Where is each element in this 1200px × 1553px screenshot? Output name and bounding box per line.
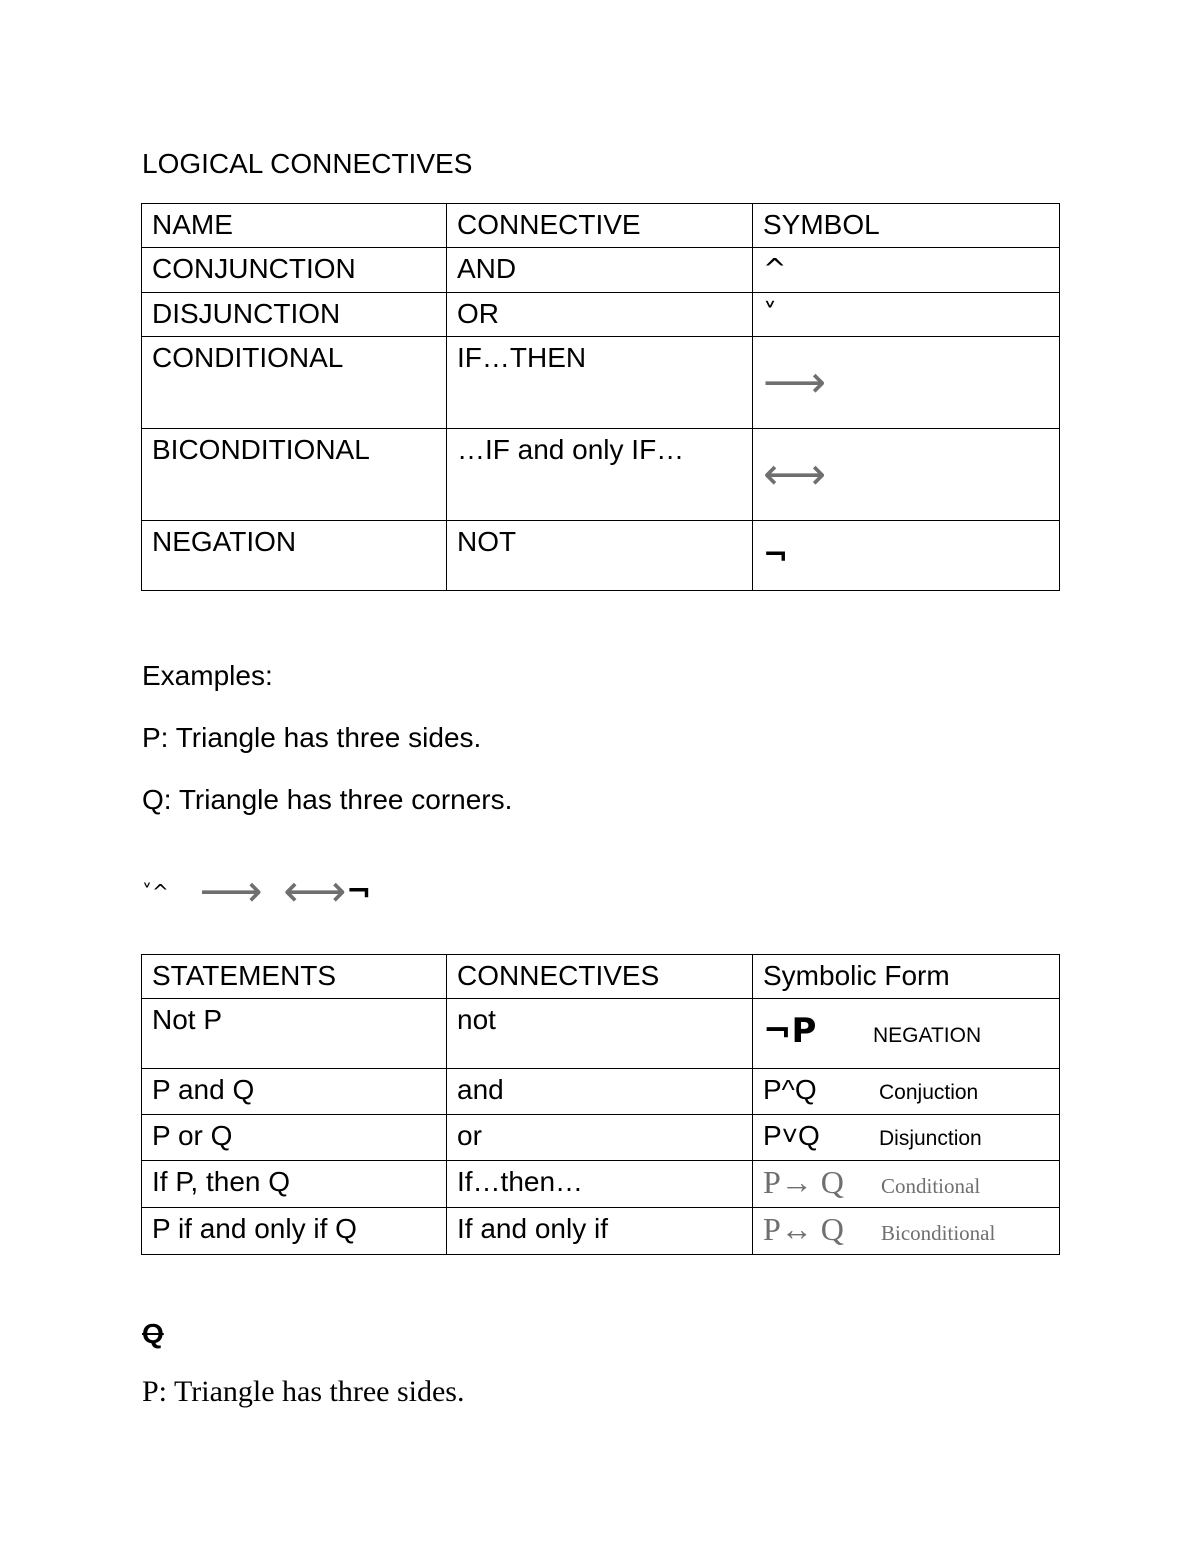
conjunction-symbol: ^ — [763, 252, 787, 285]
biconditional-arrow-icon: ⟷ — [763, 448, 827, 500]
row-name: NEGATION — [142, 521, 447, 591]
page-title: LOGICAL CONNECTIVES — [142, 148, 473, 179]
row-connective: and — [447, 1069, 753, 1115]
row-statement: P and Q — [142, 1069, 447, 1115]
row-statement: P if and only if Q — [142, 1208, 447, 1255]
row-symbol — [753, 248, 1060, 293]
row-symbol — [753, 337, 1060, 429]
row-name: CONDITIONAL — [142, 337, 447, 429]
struck-q: Q — [142, 1318, 164, 1349]
row-symbol — [753, 521, 1060, 591]
row-statement: P or Q — [142, 1115, 447, 1161]
symbolic-form: P^Q — [763, 1074, 817, 1105]
form-label: Disjunction — [879, 1127, 982, 1150]
row-connective: If…then… — [447, 1161, 753, 1208]
table-row — [142, 999, 1060, 1069]
header-statements: STATEMENTS — [142, 955, 447, 999]
table-header-row — [142, 204, 1060, 248]
table-row — [142, 429, 1060, 521]
example-q: Q: Triangle has three corners. — [142, 784, 513, 815]
row-symbol — [753, 429, 1060, 521]
example-p: P: Triangle has three sides. — [142, 722, 482, 753]
negation-symbol: ¬ — [346, 874, 372, 910]
row-symbol — [753, 293, 1060, 337]
connectives-table — [141, 203, 1060, 591]
symbolic-form: ¬P — [763, 1011, 817, 1051]
header-connectives: CONNECTIVES — [447, 955, 753, 999]
table-row — [142, 1069, 1060, 1115]
conditional-arrow-icon: ⟶ — [199, 866, 263, 917]
footer-p-line: P: Triangle has three sides. — [142, 1375, 465, 1408]
examples-heading: Examples: — [142, 660, 273, 691]
row-connective: …IF and only IF… — [447, 429, 753, 521]
biconditional-arrow-icon: ⟷ — [283, 866, 347, 917]
disjunction-symbol: ˅ — [763, 297, 777, 330]
row-form — [753, 1208, 1060, 1255]
symbolic-form: P→ Q — [763, 1164, 844, 1200]
conditional-arrow-icon: ⟶ — [763, 356, 827, 408]
row-connective: not — [447, 999, 753, 1069]
row-name: CONJUNCTION — [142, 248, 447, 293]
row-form — [753, 1069, 1060, 1115]
table-row — [142, 1161, 1060, 1208]
row-form — [753, 999, 1060, 1069]
form-label: Conjuction — [879, 1081, 979, 1104]
form-label: Conditional — [881, 1174, 981, 1198]
table-header-row — [142, 955, 1060, 999]
row-connective: AND — [447, 248, 753, 293]
table-row — [142, 521, 1060, 591]
symbolic-form: P↔ Q — [763, 1211, 844, 1247]
form-label: NEGATION — [873, 1024, 982, 1047]
row-connective: IF…THEN — [447, 337, 753, 429]
symbol-line — [142, 866, 372, 917]
or-and-symbols: ˅^ — [142, 880, 169, 904]
row-statement: Not P — [142, 999, 447, 1069]
table-row — [142, 248, 1060, 293]
table-row — [142, 337, 1060, 429]
row-connective: OR — [447, 293, 753, 337]
row-connective: If and only if — [447, 1208, 753, 1255]
table-row — [142, 1208, 1060, 1255]
row-statement: If P, then Q — [142, 1161, 447, 1208]
row-name: DISJUNCTION — [142, 293, 447, 337]
negation-symbol: ¬ — [763, 537, 789, 573]
row-form — [753, 1115, 1060, 1161]
table-row — [142, 1115, 1060, 1161]
header-connective: CONNECTIVE — [447, 204, 753, 248]
header-symbol: SYMBOL — [753, 204, 1060, 248]
row-form — [753, 1161, 1060, 1208]
header-symbolic-form: Symbolic Form — [753, 955, 1060, 999]
statements-table — [141, 954, 1060, 1255]
header-name: NAME — [142, 204, 447, 248]
symbolic-form: P˅Q — [763, 1120, 820, 1151]
row-name: BICONDITIONAL — [142, 429, 447, 521]
form-label: Biconditional — [881, 1221, 996, 1245]
row-connective: or — [447, 1115, 753, 1161]
table-row — [142, 293, 1060, 337]
row-connective: NOT — [447, 521, 753, 591]
